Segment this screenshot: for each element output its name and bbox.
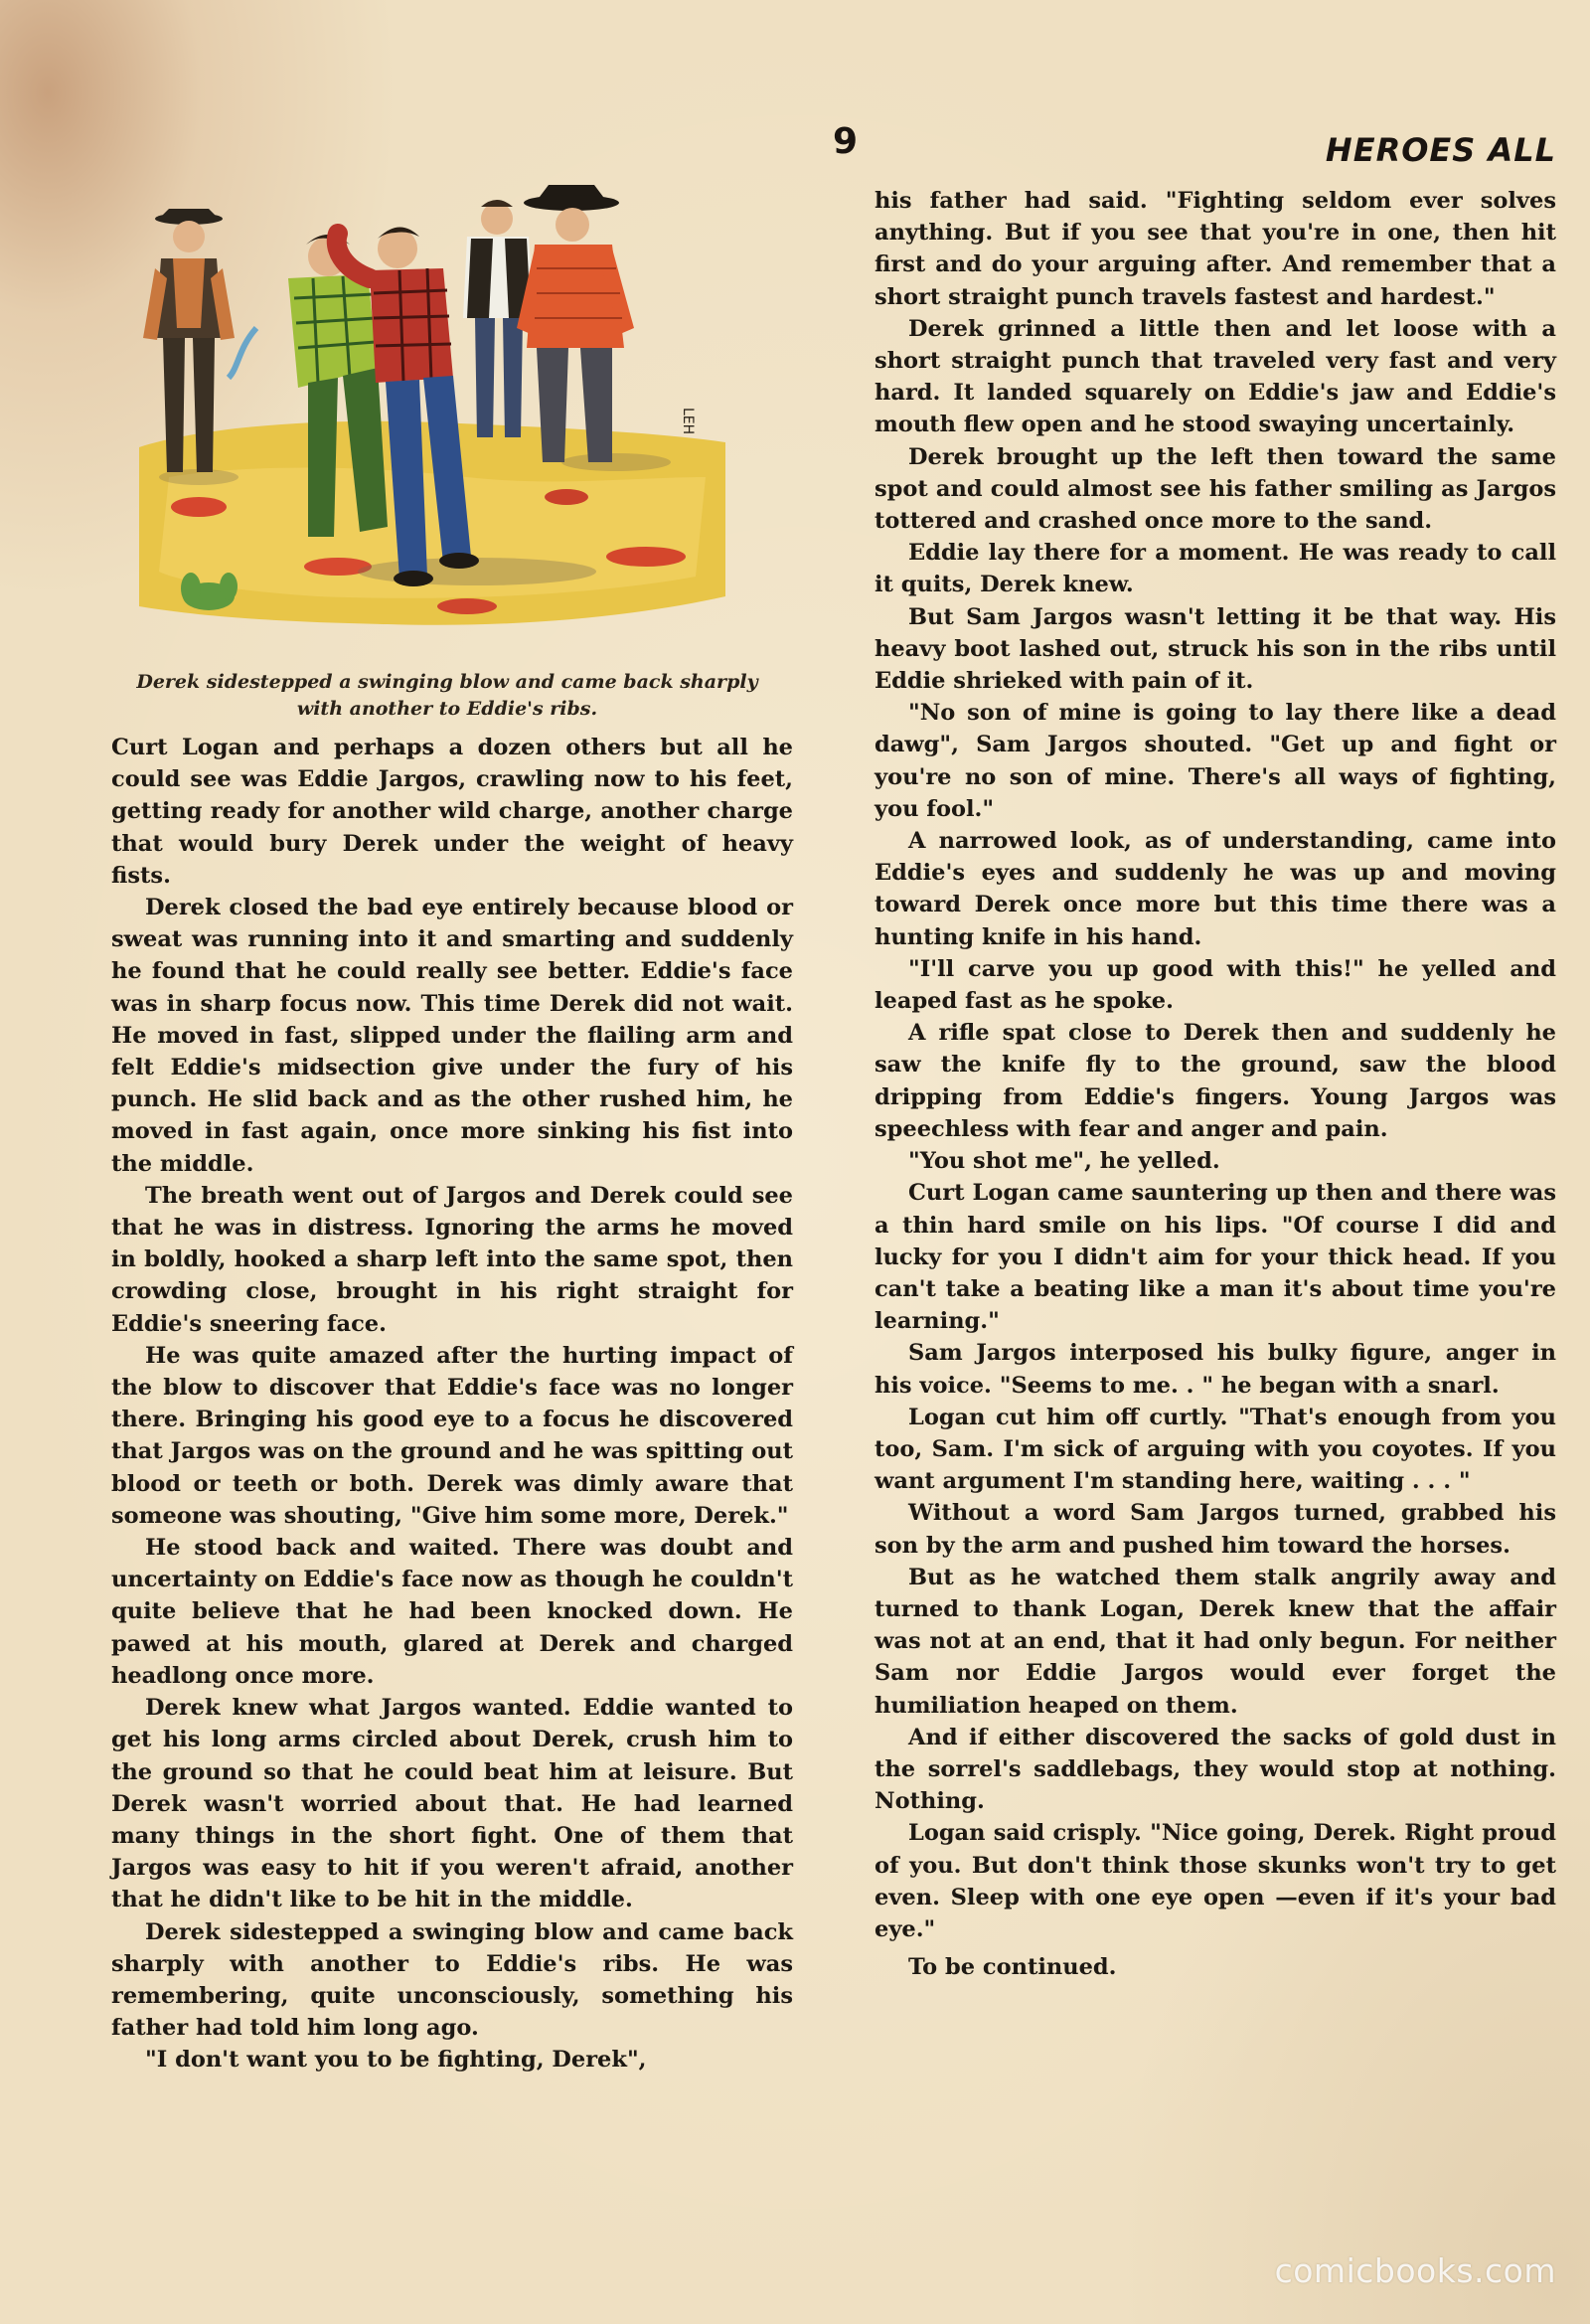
page-number: 9 <box>833 121 859 162</box>
paragraph: Eddie lay there for a moment. He was ready to call it quits, Derek knew. <box>874 540 1556 598</box>
paragraph: Logan said crisply. "Nice going, Derek. Right proud of you. But don't think those skunks won't try to get even. Sleep with one eye open —even if it's your bad eye." <box>874 1820 1556 1942</box>
svg-text:LEH: LEH <box>680 408 696 435</box>
paragraph: Derek knew what Jargos wanted. Eddie wanted to get his long arms circled about Derek, crush him to the ground so that he could beat him at leisure. But Derek wasn't worried about that. He had learned many things in the short fight. One of them that Jargos was easy to hit if you weren't afraid, another that he didn't like to be hit in the middle. <box>111 1695 793 1913</box>
paragraph: his father had said. "Fighting seldom ever solves anything. But if you see that you're in one, then hit first and do your arguing after. And remember that a short straight punch travels fastest and hardest." <box>874 188 1556 310</box>
fight-scene-illustration <box>139 179 725 651</box>
paragraph: Logan cut him off curtly. "That's enough from you too, Sam. I'm sick of arguing with you coyotes. If you want argument I'm standing here, waiting . . . " <box>874 1404 1556 1495</box>
paragraph: "No son of mine is going to lay there like a dead dawg", Sam Jargos shouted. "Get up and fight or you're no son of mine. There's all ways of fighting, you fool." <box>874 700 1556 822</box>
paragraph: But Sam Jargos wasn't letting it be that way. His heavy boot lashed out, struck his son in the ribs until Eddie shrieked with pain of it. <box>874 603 1556 695</box>
paragraph: Curt Logan and perhaps a dozen others but all he could see was Eddie Jargos, crawling now to his feet, getting ready for another wild charge, another charge that would bury Derek under the weight of heavy fists. <box>111 735 793 889</box>
paragraph: Curt Logan came sauntering up then and there was a thin hard smile on his lips. "Of course I did and lucky for you I didn't aim for your thick head. If you can't take a beating like a man it's about time you're learning." <box>874 1180 1556 1335</box>
paragraph: A rifle spat close to Derek then and suddenly he saw the knife fly to the ground, saw the blood dripping from Eddie's fingers. Young Jargos was speechless with fear and anger and pain. <box>874 1020 1556 1142</box>
to-be-continued: To be continued. <box>908 1954 1117 1981</box>
paragraph: Derek grinned a little then and let loose with a short straight punch that traveled very fast and very hard. It landed squarely on Eddie's jaw and Eddie's mouth flew open and he stood swaying uncertainly. <box>874 315 1556 438</box>
paragraph: "I don't want you to be fighting, Derek", <box>145 2047 647 2074</box>
paragraph: A narrowed look, as of understanding, came into Eddie's eyes and suddenly he was up and moving toward Derek once more but this time there was a hunting knife in his hand. <box>874 828 1556 950</box>
paragraph: But as he watched them stalk angrily away and turned to thank Logan, Derek knew that the affair was not at an end, that it had only begun. For neither Sam nor Eddie Jargos would ever forget the humiliation heaped on them. <box>874 1564 1556 1719</box>
paragraph: "You shot me", he yelled. <box>908 1148 1220 1175</box>
paragraph: "I'll carve you up good with this!" he yelled and leaped fast as he spoke. <box>874 955 1556 1015</box>
illustration-caption: Derek sidestepped a swinging blow and came back sharply with another to Eddie's ribs. <box>136 671 758 720</box>
paragraph: Without a word Sam Jargos turned, grabbed his son by the arm and pushed him toward the horses. <box>874 1500 1556 1559</box>
running-header: HEROES ALL <box>1325 131 1556 169</box>
paragraph: He stood back and waited. There was doubt and uncertainty on Eddie's face now as though he couldn't quite believe that he had been knocked down. He pawed at his mouth, glared at Derek and charged headlong once more. <box>111 1535 793 1689</box>
paragraph: He was quite amazed after the hurting impact of the blow to discover that Eddie's face was no longer there. Bringing his good eye to a focus he discovered that Jargos was on the ground and he was spitting out blood or teeth or both. Derek was dimly aware that someone was shouting, "Give him some more, Derek." <box>111 1342 793 1529</box>
paragraph: Derek closed the bad eye entirely because blood or sweat was running into it and smarting and suddenly he found that he could really see better. Eddie's face was in sharp focus now. This time Derek did not wait. He moved in fast, slipped under the flailing arm and felt Eddie's midsection give under the fury of his punch. He slid back and as the other rushed him, he moved in fast again, once more sinking his fist into the middle. <box>111 895 793 1177</box>
left-column <box>111 732 793 2076</box>
paragraph: Derek brought up the left then toward the same spot and could almost see his father smiling as Jargos tottered and crashed once more to the sand. <box>874 443 1556 535</box>
paragraph: Sam Jargos interposed his bulky figure, anger in his voice. "Seems to me. . " he began with a snarl. <box>874 1340 1556 1399</box>
paragraph: Derek sidestepped a swinging blow and came back sharply with another to Eddie's ribs. He was remembering, quite unconsciously, something his father had told him long ago. <box>111 1918 793 2042</box>
watermark: comicbooks.com <box>1274 2251 1556 2290</box>
right-column <box>874 185 1556 1983</box>
paragraph: The breath went out of Jargos and Derek could see that he was in distress. Ignoring the arms he moved in boldly, hooked a sharp left into the same spot, then crowding close, brought in his right straight for Eddie's sneering face. <box>111 1182 793 1337</box>
paragraph: And if either discovered the sacks of gold dust in the sorrel's saddlebags, they would stop at nothing. Nothing. <box>874 1724 1556 1815</box>
